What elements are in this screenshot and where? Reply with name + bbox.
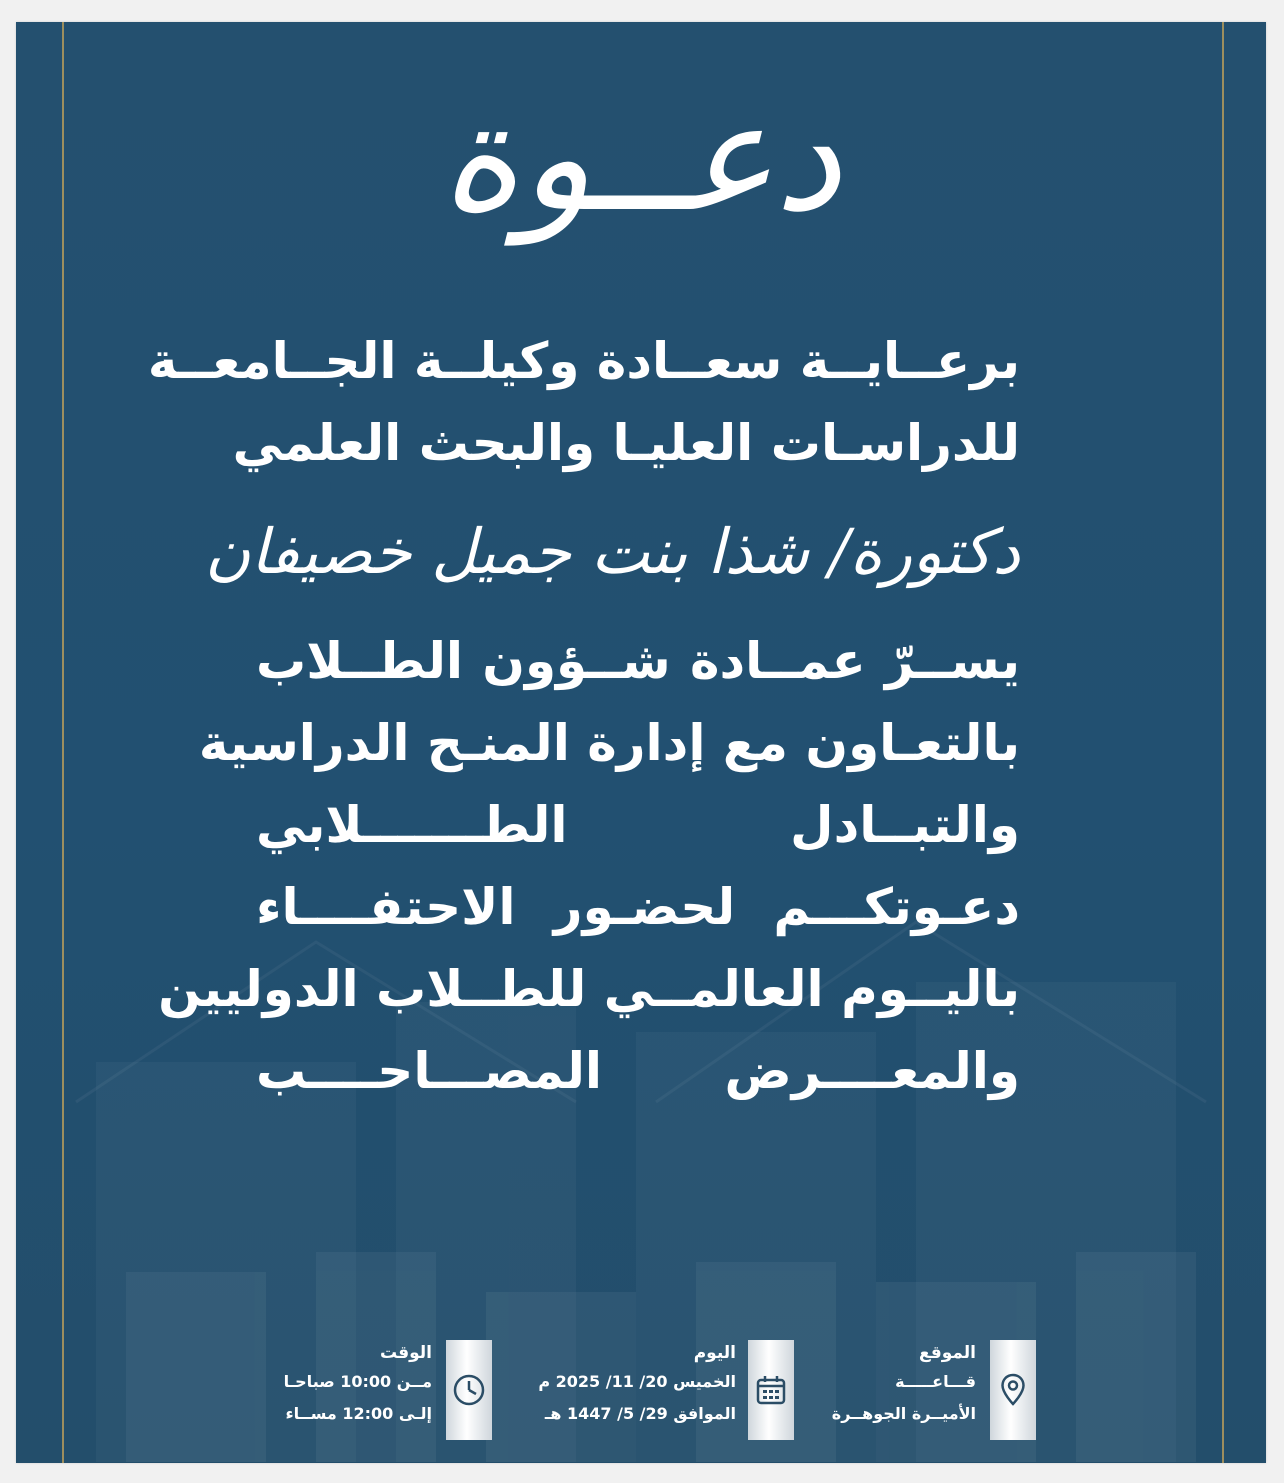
body-line: باليــوم العالمــي للطــلاب الدوليين — [158, 960, 1020, 1018]
body-line: برعــايــة سعــادة وكيلــة الجــامعــة — [147, 332, 1020, 390]
body-line: دعـوتكـــم لحضـور الاحتفــــاء — [256, 878, 1020, 936]
patron-name: دكتورة/ شذا بنت جميل خصيفان — [205, 515, 1020, 588]
day-gregorian: الخميس 20/ 11/ 2025 م — [538, 1372, 736, 1391]
body-line: للدراسـات العليـا والبحث العلمي — [232, 414, 1020, 472]
body-line: والتبــادل الطـــــــلابي — [256, 796, 1020, 854]
time-block — [252, 1340, 492, 1440]
location-label: الموقع — [918, 1343, 976, 1363]
invitation-title: دعــوة — [440, 71, 842, 245]
location-line1: قـــاعـــــة — [895, 1372, 976, 1391]
time-start: مــن 10:00 صباحـا — [283, 1372, 432, 1391]
location-line2: الأميــرة الجوهــرة — [831, 1404, 976, 1423]
body-line: يســرّ عمــادة شــؤون الطــلاب — [256, 632, 1020, 690]
calendar-icon — [748, 1340, 794, 1440]
location-block — [796, 1340, 1036, 1440]
invitation-card — [16, 22, 1266, 1463]
day-hijri: الموافق 29/ 5/ 1447 هـ — [544, 1404, 736, 1423]
time-end: إلـى 12:00 مســاء — [285, 1404, 432, 1423]
day-block — [496, 1340, 796, 1440]
time-label: الوقت — [380, 1343, 432, 1363]
location-pin-icon — [990, 1340, 1036, 1440]
clock-icon — [446, 1340, 492, 1440]
body-line: بالتعـاون مع إدارة المنـح الدراسية — [198, 714, 1020, 772]
body-line: والمعــــرض المصـــاحــــب — [256, 1042, 1020, 1100]
day-label: اليوم — [693, 1343, 736, 1363]
invitation-body — [147, 320, 1020, 1112]
